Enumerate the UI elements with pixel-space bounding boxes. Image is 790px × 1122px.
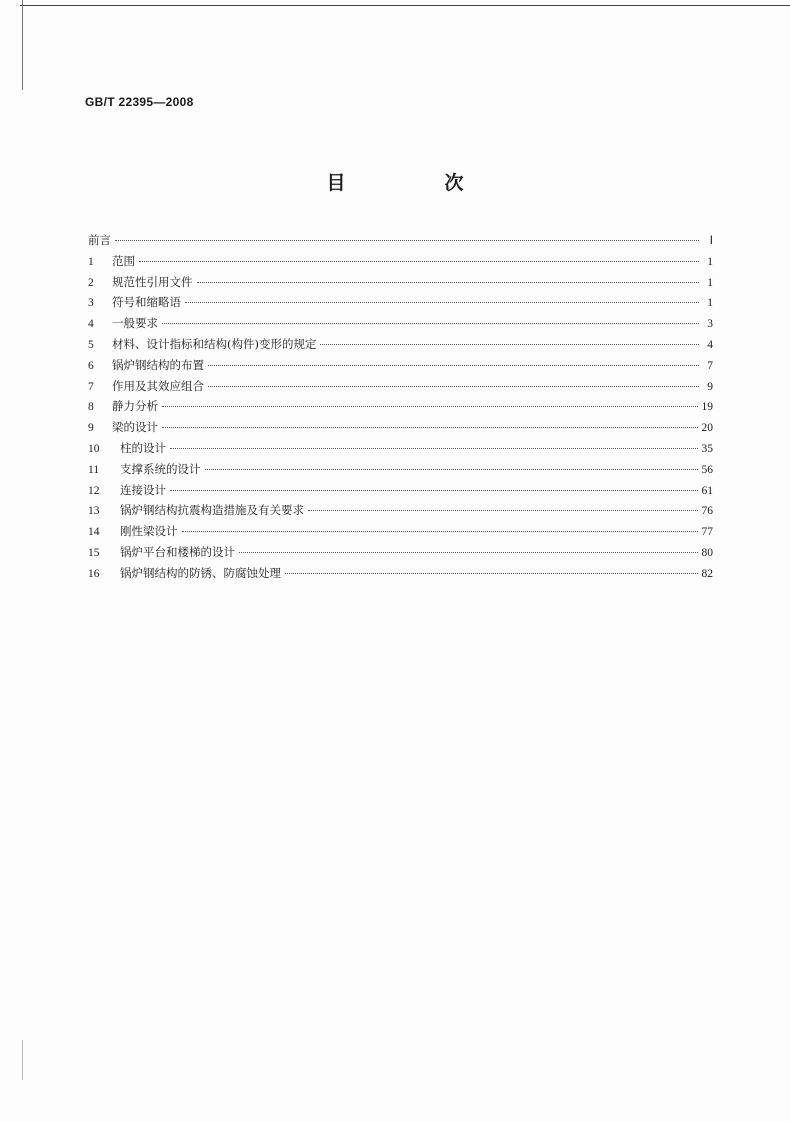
dot-leader	[308, 510, 698, 511]
toc-entry-label: 锅炉钢结构的布置	[112, 357, 204, 372]
toc-entry-label: 梁的设计	[112, 420, 158, 435]
toc-entry-page: 1	[707, 276, 713, 289]
toc-entry-page: 76	[701, 505, 713, 518]
toc-entry-page: 19	[701, 401, 713, 414]
toc-entry-label: 刚性梁设计	[120, 524, 178, 539]
toc-entry-label: 前言	[88, 233, 111, 247]
page-title: 目 次	[326, 172, 504, 194]
scan-left-border-lower	[22, 1040, 23, 1080]
toc-entry[interactable]	[88, 461, 713, 482]
table-of-contents	[88, 232, 713, 586]
toc-entry[interactable]	[88, 440, 713, 461]
dot-leader	[185, 302, 699, 303]
dot-leader	[115, 240, 699, 241]
toc-entry-page: Ⅰ	[709, 235, 713, 247]
toc-entry-label: 支撑系统的设计	[120, 461, 201, 476]
toc-entry-label: 符号和缩略语	[112, 295, 181, 310]
toc-entry[interactable]	[88, 398, 713, 419]
toc-entry-label: 范围	[112, 253, 135, 268]
toc-entry-label: 锅炉平台和楼梯的设计	[120, 544, 235, 559]
toc-entry-number: 2	[88, 276, 94, 289]
toc-entry[interactable]	[88, 523, 713, 544]
toc-entry-number: 9	[88, 422, 94, 435]
toc-entry[interactable]	[88, 357, 713, 378]
toc-entry[interactable]	[88, 253, 713, 274]
toc-entry-page: 80	[701, 546, 713, 559]
toc-entry-number: 10	[88, 442, 100, 455]
toc-entry[interactable]	[88, 544, 713, 565]
toc-entry-label: 连接设计	[120, 482, 166, 497]
dot-leader	[239, 552, 698, 553]
toc-entry-number: 1	[88, 255, 94, 268]
dot-leader	[170, 448, 698, 449]
toc-entry-page: 82	[701, 567, 713, 580]
dot-leader	[162, 406, 698, 407]
toc-entry-number: 13	[88, 505, 100, 518]
toc-entry-number: 8	[88, 401, 94, 414]
toc-entry-page: 1	[707, 255, 713, 268]
toc-entry-label: 一般要求	[112, 316, 158, 331]
toc-entry[interactable]	[88, 315, 713, 336]
toc-entry-page: 56	[701, 463, 713, 476]
dot-leader	[285, 573, 698, 574]
toc-entry-label: 锅炉钢结构的防锈、防腐蚀处理	[120, 565, 281, 580]
toc-entry[interactable]	[88, 232, 713, 253]
toc-entry-page: 4	[707, 338, 713, 351]
toc-entry-number: 14	[88, 526, 100, 539]
dot-leader	[182, 531, 698, 532]
toc-entry[interactable]	[88, 378, 713, 399]
toc-entry-number: 3	[88, 297, 94, 310]
toc-entry-number: 12	[88, 484, 100, 497]
toc-entry[interactable]	[88, 274, 713, 295]
toc-entry-label: 材料、设计指标和结构(构件)变形的规定	[112, 336, 317, 351]
toc-entry-number: 4	[88, 318, 94, 331]
toc-entry-number: 16	[88, 567, 100, 580]
toc-entry-number: 11	[88, 463, 100, 476]
toc-entry-page: 35	[701, 442, 713, 455]
dot-leader	[208, 365, 699, 366]
toc-entry-page: 20	[701, 422, 713, 435]
toc-entry-number: 5	[88, 338, 94, 351]
toc-entry-label: 锅炉钢结构抗震构造措施及有关要求	[120, 503, 304, 518]
toc-entry[interactable]	[88, 294, 713, 315]
toc-entry[interactable]	[88, 502, 713, 523]
toc-entry-label: 作用及其效应组合	[112, 378, 204, 393]
toc-entry-page: 3	[707, 318, 713, 331]
toc-entry-number: 6	[88, 359, 94, 372]
dot-leader	[197, 282, 700, 283]
dot-leader	[162, 323, 699, 324]
dot-leader	[205, 469, 698, 470]
toc-entry-page: 61	[701, 484, 713, 497]
toc-entry[interactable]	[88, 482, 713, 503]
dot-leader	[162, 427, 698, 428]
toc-entry-number: 7	[88, 380, 94, 393]
toc-entry[interactable]	[88, 419, 713, 440]
scan-top-border	[20, 5, 790, 6]
toc-entry-page: 7	[707, 359, 713, 372]
standard-number: GB/T 22395—2008	[85, 95, 194, 109]
toc-entry-label: 规范性引用文件	[112, 274, 193, 289]
dot-leader	[320, 344, 699, 345]
toc-entry-page: 1	[707, 297, 713, 310]
toc-entry-label: 静力分析	[112, 399, 158, 414]
scan-left-border	[22, 0, 23, 90]
toc-entry-page: 9	[707, 380, 713, 393]
toc-entry[interactable]	[88, 336, 713, 357]
dot-leader	[139, 261, 699, 262]
dot-leader	[170, 490, 698, 491]
dot-leader	[208, 386, 699, 387]
toc-entry-page: 77	[701, 526, 713, 539]
toc-entry-label: 柱的设计	[120, 440, 166, 455]
toc-entry[interactable]	[88, 565, 713, 586]
toc-entry-number: 15	[88, 546, 100, 559]
